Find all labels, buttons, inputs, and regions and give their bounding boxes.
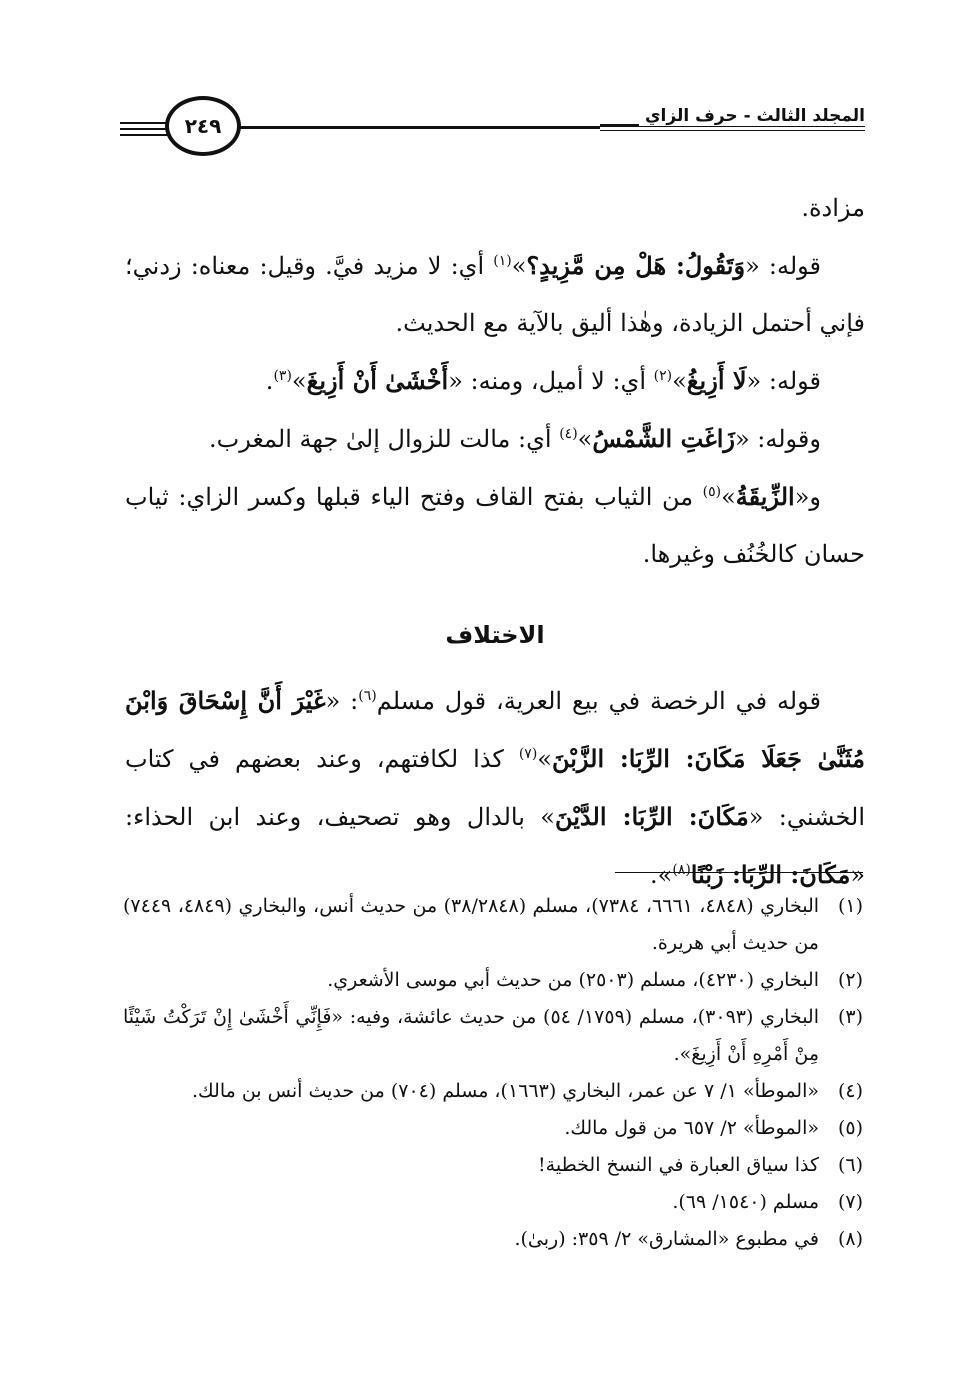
footnote-text: البخاري (٤٢٣٠)، مسلم (٢٥٠٣) من حديث أبي موسى الأشعري. [327, 969, 819, 991]
page-header [120, 92, 865, 172]
footnote-text: البخاري (٣٠٩٣)، مسلم (١٧٥٩/ ٥٤) من حديث عائشة، وفيه: «فَإِنِّي أَخْشَىٰ إِنْ تَرَكْتُ شَيْئًا مِنْ أَمْرِهِ أَنْ أَزِيغَ». [123, 1006, 819, 1065]
text: قوله في الرخصة في بيع العرية، قول مسلم [376, 687, 821, 715]
footnote-number: (٢) [837, 969, 863, 991]
text: ». [650, 861, 673, 889]
footnote-text: مسلم (١٥٤٠/ ٦٩). [672, 1191, 819, 1213]
text: وقوله: « [734, 425, 821, 453]
paragraph [125, 672, 865, 904]
footnote-ref[interactable]: (٦) [358, 688, 377, 704]
paragraph [125, 352, 865, 410]
quoted-text: مَكَانَ: الرِّبَا: زَبْنًا [690, 860, 851, 889]
section-heading: الاختلاف [445, 621, 545, 649]
text: » [291, 367, 307, 395]
footnote [123, 962, 863, 999]
text: » [537, 745, 552, 773]
page-number: ٢٤٩ [184, 114, 222, 138]
text: » [672, 367, 687, 395]
footnote [123, 1110, 863, 1147]
text: أي: مالت للزوال إلىٰ جهة المغرب. [209, 425, 560, 453]
quoted-text: لَا أَزِيغُ [686, 366, 747, 395]
paragraph [125, 180, 865, 237]
text: » [511, 252, 527, 280]
page-number-badge [165, 96, 241, 156]
quoted-text: الزِّيقَةُ [735, 482, 795, 511]
quoted-text: غَيْرَ أَنَّ إِسْحَاقَ وَابْنَ مُثَنَّىٰ جَعَلَا مَكَانَ: الرِّبَا: الزَّبْنَ [125, 686, 865, 773]
text: » بالدال وهو تصحيف، وعند ابن الحذاء: « [125, 803, 865, 889]
footnote-text: في مطبوع «المشارق» ٢/ ٣٥٩: (ربىٰ). [514, 1228, 819, 1250]
running-title: المجلد الثالث - حرف الزاي [639, 106, 865, 126]
text: و« [794, 483, 821, 511]
footnote-number: (٥) [837, 1117, 863, 1139]
footnote [123, 888, 863, 962]
footnote-number: (٧) [837, 1191, 863, 1213]
footnote-ref[interactable]: (٧) [518, 746, 538, 762]
header-rule-right-thin [600, 130, 865, 131]
footnote-ref[interactable]: (٤) [559, 426, 578, 442]
footnote [123, 1147, 863, 1184]
text: مزادة. [801, 194, 865, 222]
footnote-separator [615, 872, 863, 873]
footnote-text: البخاري (٤٨٤٨، ٦٦٦١، ٧٣٨٤)، مسلم (٣٨/٢٨٤٨) من حديث أنس، والبخاري (٤٨٤٩، ٧٤٤٩) من حديث أبي هريرة. [123, 895, 820, 954]
paragraph [125, 468, 865, 583]
quoted-text: زَاغَتِ الشَّمْسُ [592, 424, 735, 453]
text: قوله: « [746, 367, 821, 395]
footnote-text: كذا سياق العبارة في النسخ الخطية! [538, 1154, 819, 1176]
text: كذا لكافتهم، وعند بعضهم في كتاب الخشني: « [125, 745, 866, 831]
footnote [123, 999, 863, 1073]
footnote [123, 1184, 863, 1221]
text: : « [325, 687, 359, 715]
footnote-ref[interactable]: (١) [493, 253, 512, 269]
footnote-number: (٨) [837, 1228, 863, 1250]
footnote-ref[interactable]: (٥) [702, 484, 722, 500]
text: أي: لا مزيد فيَّ. وقيل: معناه: زدني؛ فإني أحتمل الزيادة، وهٰذا أليق بالآية مع الحديث. [125, 252, 865, 337]
footnote-ref[interactable]: (٨) [672, 862, 691, 878]
footnote-number: (٤) [837, 1080, 863, 1102]
footnote-text: «الموطأ» ١/ ٧ عن عمر، البخاري (١٦٦٣)، مسلم (٧٠٤) من حديث أنس بن مالك. [191, 1080, 819, 1102]
quoted-text: مَكَانَ: الرِّبَا: الدَّيْنَ [554, 802, 749, 831]
text: أي: لا أميل، ومنه: « [448, 367, 654, 395]
footnote [123, 1221, 863, 1258]
paragraph [125, 237, 865, 352]
footnote-ref[interactable]: (٣) [273, 368, 292, 384]
footnote-number: (١) [837, 895, 863, 917]
header-rule-middle [230, 126, 600, 129]
text: » [721, 483, 736, 511]
paragraph [125, 410, 865, 468]
text: . [265, 367, 274, 395]
footnote [123, 1073, 863, 1110]
footnote-number: (٣) [837, 1006, 863, 1028]
footnote-number: (٦) [837, 1154, 863, 1176]
text: » [577, 425, 593, 453]
footnote-ref[interactable]: (٢) [653, 368, 673, 384]
footnotes [123, 888, 863, 1258]
main-text [125, 180, 865, 904]
footnote-text: «الموطأ» ٢/ ٦٥٧ من قول مالك. [564, 1117, 819, 1139]
text: قوله: « [745, 252, 822, 280]
quoted-text: وَتَقُولُ: هَلْ مِن مَّزِيدٍ؟ [526, 251, 746, 280]
text: من الثياب بفتح القاف وفتح الياء قبلها وكسر الزاي: ثياب حسان كالخُنُف وغيرها. [125, 483, 865, 568]
quoted-text: أَخْشَىٰ أَنْ أَزِيغَ [306, 366, 449, 395]
